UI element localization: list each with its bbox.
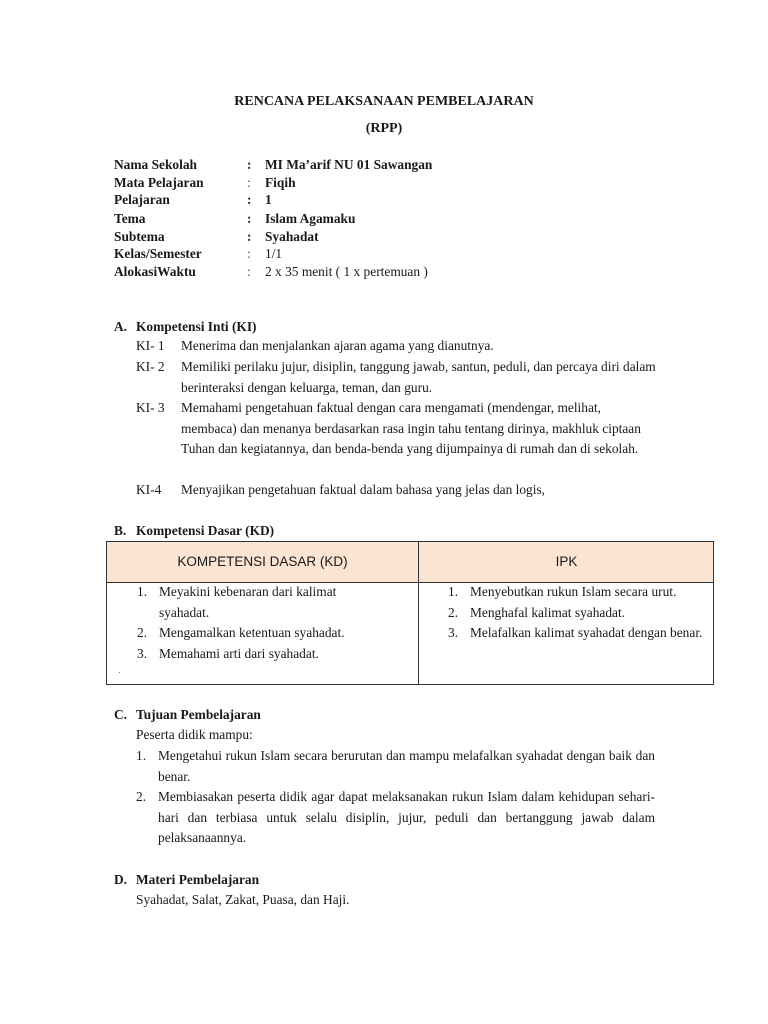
ipk-item-text: Menghafal kalimat syahadat. <box>470 604 626 620</box>
info-value-lesson: 1 <box>265 192 272 207</box>
kd-item-number: 1. <box>137 584 148 599</box>
kd-column-header: KOMPETENSI DASAR (KD) <box>177 554 348 569</box>
section-letter: D. <box>114 872 128 887</box>
info-label-subtheme: Subtema <box>114 229 165 244</box>
section-c-heading <box>114 707 261 723</box>
ipk-item <box>448 603 710 624</box>
info-colon: : <box>247 246 251 261</box>
section-letter: A. <box>114 319 128 334</box>
section-letter: C. <box>114 707 128 722</box>
ki-text: Memiliki perilaku jujur, disiplin, tanggung jawab, santun, peduli, dan percaya diri dalam berinteraksi dengan keluarga, teman, dan guru. <box>181 359 656 395</box>
section-title: Tujuan Pembelajaran <box>136 707 261 722</box>
info-value-time-allocation: 2 x 35 menit ( 1 x pertemuan ) <box>265 264 428 279</box>
ki-text: Menyajikan pengetahuan faktual dalam bahasa yang jelas dan logis, <box>181 482 546 497</box>
info-colon: : <box>247 211 252 226</box>
kd-trailing-mark: . <box>118 664 121 676</box>
ipk-item <box>448 623 708 644</box>
kd-table <box>106 541 714 685</box>
ipk-item <box>448 582 710 603</box>
ipk-column-header: IPK <box>555 554 578 569</box>
info-value-class-semester: 1/1 <box>265 246 283 261</box>
kd-item-text: Memahami arti dari syahadat. <box>159 645 319 661</box>
objective-text: Membiasakan peserta didik agar dapat melaksanakan rukun Islam dalam kehidupan sehari-hari dan terbiasa untuk selalu disiplin, jujur, peduli dan bertanggung jawab dalam pelaksanaannya. <box>158 789 655 845</box>
info-value-theme: Islam Agamaku <box>265 211 356 226</box>
info-label-lesson: Pelajaran <box>114 192 170 207</box>
ipk-item-text: Menyebutkan rukun Islam secara urut. <box>470 584 677 599</box>
objective-item <box>136 787 655 849</box>
ipk-item-number: 1. <box>448 584 459 599</box>
info-colon: : <box>247 229 252 244</box>
objective-number: 1. <box>136 748 147 763</box>
info-value-subject: Fiqih <box>265 175 296 190</box>
info-colon: : <box>247 157 252 172</box>
section-title: Kompetensi Inti (KI) <box>136 319 257 334</box>
kd-item <box>137 623 375 644</box>
ipk-item-number: 3. <box>448 625 459 640</box>
document-subtitle: (RPP) <box>365 121 403 136</box>
info-colon: : <box>247 175 251 190</box>
objective-item <box>136 746 655 787</box>
info-label-theme: Tema <box>114 211 146 226</box>
kd-item-text: Mengamalkan ketentuan syahadat. <box>159 625 345 640</box>
ki-code: KI- 2 <box>136 359 165 374</box>
info-colon: : <box>247 192 252 207</box>
learning-objectives-list <box>136 746 655 849</box>
learning-objectives-intro: Peserta didik mampu: <box>136 727 253 742</box>
section-letter: B. <box>114 523 127 538</box>
kd-item <box>137 582 375 623</box>
objective-text: Mengetahui rukun Islam secara berurutan dan mampu melafalkan syahadat dengan baik dan benar. <box>158 748 655 784</box>
section-d-heading <box>114 872 259 888</box>
learning-material: Syahadat, Salat, Zakat, Puasa, dan Haji. <box>136 892 350 907</box>
ki-code: KI- 1 <box>136 338 165 353</box>
kd-item <box>137 644 375 665</box>
kd-item-number: 2. <box>137 625 148 640</box>
info-label-time-allocation: AlokasiWaktu <box>114 264 196 279</box>
ipk-item-number: 2. <box>448 604 459 620</box>
ipk-item-text: Melafalkan kalimat syahadat dengan benar. <box>470 625 703 640</box>
info-colon: : <box>247 264 251 279</box>
ki-code: KI- 3 <box>136 400 165 415</box>
ki-text: Memahami pengetahuan faktual dengan cara mengamati (mendengar, melihat, membaca) dan menanya berdasarkan rasa ingin tahu tentang dirinya, makhluk ciptaan Tuhan dan kegiatannya, dan benda-benda yang dijumpainya di rumah dan di sekolah. <box>181 400 641 456</box>
document-title: RENCANA PELAKSANAAN PEMBELAJARAN <box>234 94 534 109</box>
kd-list <box>137 582 375 664</box>
section-title: Materi Pembelajaran <box>136 872 260 887</box>
ki-code: KI-4 <box>136 482 162 497</box>
section-a-heading <box>114 319 257 335</box>
info-label-school: Nama Sekolah <box>114 157 197 172</box>
info-label-class-semester: Kelas/Semester <box>114 246 202 261</box>
section-title: Kompetensi Dasar (KD) <box>136 523 275 538</box>
ipk-list <box>448 582 710 644</box>
section-b-heading <box>114 523 274 539</box>
ki-text: Menerima dan menjalankan ajaran agama yang dianutnya. <box>181 338 494 353</box>
kd-item-text: Meyakini kebenaran dari kalimat syahadat. <box>159 584 337 620</box>
info-value-school: MI Ma’arif NU 01 Sawangan <box>265 157 433 172</box>
info-label-subject: Mata Pelajaran <box>114 175 204 190</box>
objective-number: 2. <box>136 789 147 804</box>
kd-item-number: 3. <box>137 645 148 661</box>
info-value-subtheme: Syahadat <box>265 229 319 244</box>
